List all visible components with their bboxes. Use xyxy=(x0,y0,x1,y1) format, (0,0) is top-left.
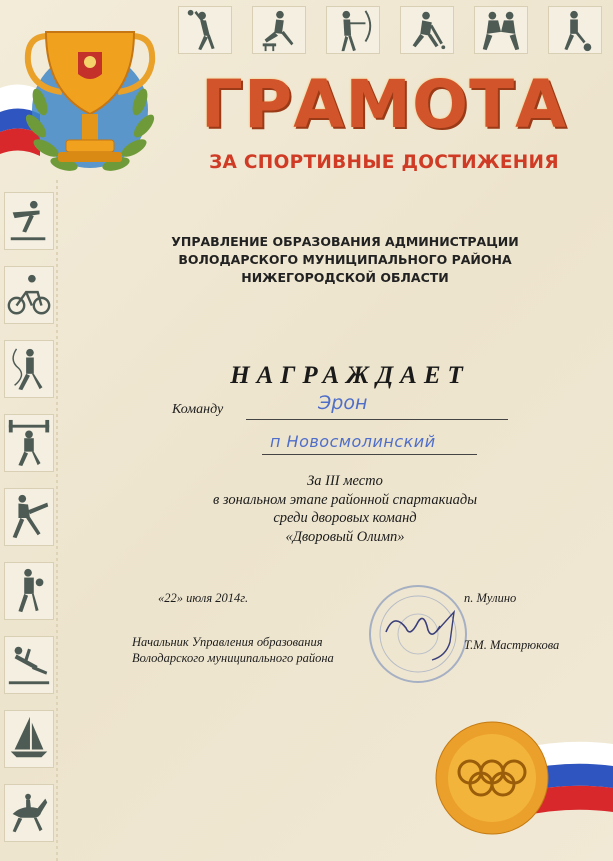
equestrian-icon xyxy=(4,784,54,842)
organization-line: ВОЛОДАРСКОГО МУНИЦИПАЛЬНОГО РАЙОНА xyxy=(178,252,512,267)
organization-line: УПРАВЛЕНИЕ ОБРАЗОВАНИЯ АДМИНИСТРАЦИИ xyxy=(171,234,519,249)
reason-line: в зональном этапе районной спартакиады xyxy=(212,491,478,508)
cycling-icon xyxy=(4,266,54,324)
left-sport-icons xyxy=(0,180,62,861)
official-stamp-icon xyxy=(366,582,470,686)
olympic-medal-icon xyxy=(416,718,568,838)
volleyball-icon xyxy=(178,6,232,54)
issuing-organization xyxy=(150,233,540,287)
position-line: Начальник Управления образования xyxy=(132,635,323,649)
organization-line: НИЖЕГОРОДСКОЙ ОБЛАСТИ xyxy=(241,270,449,285)
long-jump-icon xyxy=(4,636,54,694)
award-reason xyxy=(150,472,540,546)
team-name-handwritten: Эрон xyxy=(318,392,368,414)
team-label: Команду xyxy=(172,402,224,417)
football-icon xyxy=(548,6,602,54)
top-sport-icons xyxy=(168,0,613,60)
reason-line: «Дворовый Олимп» xyxy=(285,528,405,545)
position-line: Володарского муниципального района xyxy=(132,651,334,665)
document-title: ГРАМОТА xyxy=(200,66,568,143)
hurdles-icon xyxy=(252,6,306,54)
locality-underline xyxy=(262,454,477,455)
issue-date: «22» июля 2014г. xyxy=(158,591,249,605)
weightlifting-icon xyxy=(4,414,54,472)
ribbon-gymnastics-icon xyxy=(4,340,54,398)
signatory-name: Т.М. Мастрюкова xyxy=(464,638,560,652)
signatory-position xyxy=(132,634,334,666)
martial-arts-icon xyxy=(4,488,54,546)
hockey-icon xyxy=(400,6,454,54)
boxing-icon xyxy=(4,562,54,620)
document-subtitle: ЗА СПОРТИВНЫЕ ДОСТИЖЕНИЯ xyxy=(209,152,559,173)
gymnastics-icon xyxy=(4,192,54,250)
reason-line: среди дворовых команд xyxy=(273,510,417,526)
archery-icon xyxy=(326,6,380,54)
reason-line: За III место xyxy=(307,473,383,489)
awards-heading: НАГРАЖДАЕТ xyxy=(230,362,470,389)
wrestling-icon xyxy=(474,6,528,54)
team-underline xyxy=(246,419,508,420)
trophy-cup-icon xyxy=(18,22,163,182)
team-locality-handwritten: п Новосмолинский xyxy=(270,432,436,451)
sailing-icon xyxy=(4,710,54,768)
issue-place: п. Мулино xyxy=(464,591,517,605)
